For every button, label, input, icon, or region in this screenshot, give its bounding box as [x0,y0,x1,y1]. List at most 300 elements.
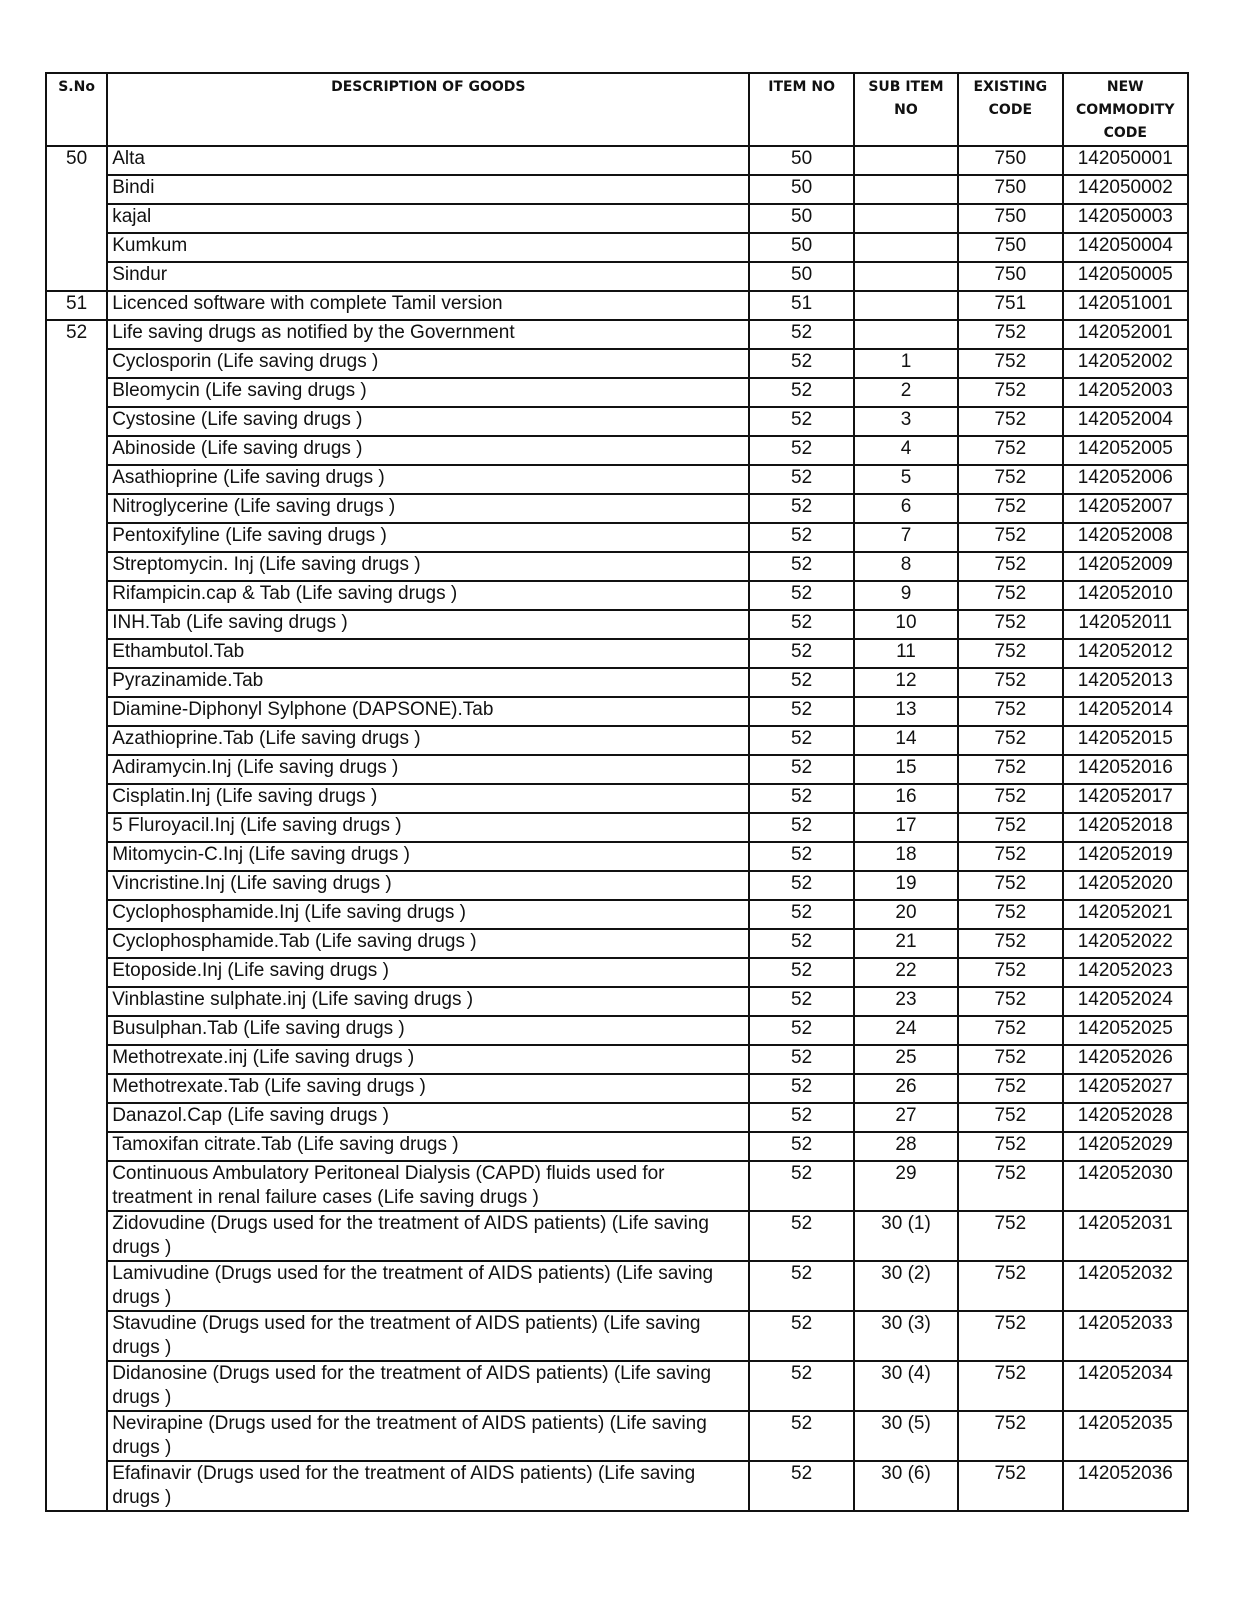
cell-existing-code: 752 [958,320,1062,349]
cell-existing-code: 752 [958,1161,1062,1211]
cell-new-commodity-code: 142052008 [1063,523,1188,552]
cell-sno [46,1261,107,1311]
cell-new-commodity-code: 142052029 [1063,1132,1188,1161]
cell-existing-code: 752 [958,842,1062,871]
cell-sno [46,755,107,784]
cell-new-commodity-code: 142052012 [1063,639,1188,668]
cell-description: Bleomycin (Life saving drugs ) [107,378,749,407]
cell-sub-item-no: 27 [854,1103,958,1132]
cell-item-no: 52 [749,1045,853,1074]
cell-description: Efafinavir (Drugs used for the treatment of AIDS patients) (Life saving drugs ) [107,1461,749,1511]
cell-new-commodity-code: 142052017 [1063,784,1188,813]
cell-existing-code: 752 [958,1361,1062,1411]
cell-sub-item-no: 16 [854,784,958,813]
cell-new-commodity-code: 142052028 [1063,1103,1188,1132]
cell-sub-item-no: 30 (3) [854,1311,958,1361]
cell-sub-item-no [854,146,958,175]
cell-new-commodity-code: 142052018 [1063,813,1188,842]
cell-sno [46,349,107,378]
cell-sno [46,958,107,987]
table-row [46,726,1188,755]
cell-sno [46,697,107,726]
cell-existing-code: 752 [958,523,1062,552]
cell-item-no: 50 [749,262,853,291]
cell-sno [46,1045,107,1074]
cell-description: Cyclosporin (Life saving drugs ) [107,349,749,378]
table-row [46,320,1188,349]
cell-existing-code: 752 [958,784,1062,813]
cell-new-commodity-code: 142052027 [1063,1074,1188,1103]
table-row [46,1016,1188,1045]
cell-new-commodity-code: 142052031 [1063,1211,1188,1261]
cell-sno [46,1074,107,1103]
cell-existing-code: 751 [958,291,1062,320]
cell-sub-item-no: 2 [854,378,958,407]
table-row [46,958,1188,987]
cell-existing-code: 752 [958,871,1062,900]
cell-description: Bindi [107,175,749,204]
cell-existing-code: 752 [958,987,1062,1016]
cell-sno [46,842,107,871]
cell-item-no: 52 [749,813,853,842]
cell-item-no: 51 [749,291,853,320]
cell-existing-code: 750 [958,146,1062,175]
cell-description: Alta [107,146,749,175]
cell-sno [46,465,107,494]
table-row [46,1045,1188,1074]
cell-item-no: 52 [749,726,853,755]
table-header [46,73,1188,146]
cell-item-no: 52 [749,871,853,900]
cell-existing-code: 750 [958,175,1062,204]
cell-sub-item-no: 15 [854,755,958,784]
cell-sno [46,871,107,900]
table-row [46,552,1188,581]
cell-item-no: 52 [749,552,853,581]
cell-sno [46,1311,107,1361]
cell-sno [46,1103,107,1132]
cell-new-commodity-code: 142050002 [1063,175,1188,204]
cell-sub-item-no: 30 (4) [854,1361,958,1411]
table-row [46,668,1188,697]
cell-description: Didanosine (Drugs used for the treatment of AIDS patients) (Life saving drugs ) [107,1361,749,1411]
header-existing-code: EXISTING CODE [958,73,1062,146]
cell-description: Sindur [107,262,749,291]
cell-description: Methotrexate.Tab (Life saving drugs ) [107,1074,749,1103]
table-row [46,697,1188,726]
cell-sub-item-no: 12 [854,668,958,697]
cell-sno [46,1411,107,1461]
cell-sno [46,1132,107,1161]
cell-existing-code: 752 [958,1411,1062,1461]
cell-new-commodity-code: 142052009 [1063,552,1188,581]
cell-new-commodity-code: 142052035 [1063,1411,1188,1461]
cell-sno: 52 [46,320,107,349]
cell-sub-item-no: 17 [854,813,958,842]
table-row [46,233,1188,262]
cell-new-commodity-code: 142052004 [1063,407,1188,436]
cell-sub-item-no: 28 [854,1132,958,1161]
cell-sub-item-no: 10 [854,610,958,639]
cell-item-no: 52 [749,1461,853,1511]
cell-sub-item-no [854,204,958,233]
cell-sub-item-no: 6 [854,494,958,523]
table-row [46,1311,1188,1361]
cell-sno [46,1161,107,1211]
cell-sub-item-no: 21 [854,929,958,958]
cell-item-no: 52 [749,1311,853,1361]
cell-description: kajal [107,204,749,233]
cell-item-no: 52 [749,1074,853,1103]
commodity-code-table [45,72,1189,1512]
table-row [46,1074,1188,1103]
cell-description: Cystosine (Life saving drugs ) [107,407,749,436]
cell-new-commodity-code: 142052033 [1063,1311,1188,1361]
cell-new-commodity-code: 142052022 [1063,929,1188,958]
cell-sub-item-no: 22 [854,958,958,987]
table-row [46,146,1188,175]
cell-new-commodity-code: 142052005 [1063,436,1188,465]
cell-sno [46,668,107,697]
cell-new-commodity-code: 142052013 [1063,668,1188,697]
cell-sub-item-no: 19 [854,871,958,900]
cell-existing-code: 752 [958,1311,1062,1361]
cell-sub-item-no: 30 (5) [854,1411,958,1461]
cell-sno: 50 [46,146,107,175]
cell-new-commodity-code: 142052021 [1063,900,1188,929]
cell-new-commodity-code: 142050005 [1063,262,1188,291]
cell-existing-code: 752 [958,900,1062,929]
cell-item-no: 50 [749,146,853,175]
cell-sub-item-no [854,262,958,291]
cell-new-commodity-code: 142052002 [1063,349,1188,378]
cell-item-no: 52 [749,697,853,726]
table-row [46,639,1188,668]
cell-new-commodity-code: 142050004 [1063,233,1188,262]
cell-item-no: 52 [749,784,853,813]
cell-existing-code: 752 [958,958,1062,987]
cell-sno [46,929,107,958]
cell-sub-item-no: 7 [854,523,958,552]
cell-sub-item-no: 30 (1) [854,1211,958,1261]
cell-existing-code: 752 [958,1461,1062,1511]
cell-sno [46,204,107,233]
cell-description: Methotrexate.inj (Life saving drugs ) [107,1045,749,1074]
table-row [46,581,1188,610]
cell-new-commodity-code: 142052023 [1063,958,1188,987]
cell-existing-code: 752 [958,813,1062,842]
cell-description: 5 Fluroyacil.Inj (Life saving drugs ) [107,813,749,842]
cell-item-no: 52 [749,1161,853,1211]
cell-sno [46,407,107,436]
table-row [46,784,1188,813]
cell-sno [46,900,107,929]
cell-existing-code: 752 [958,639,1062,668]
cell-description: Cyclophosphamide.Inj (Life saving drugs ) [107,900,749,929]
cell-sub-item-no: 14 [854,726,958,755]
table-row [46,610,1188,639]
cell-item-no: 52 [749,1103,853,1132]
cell-sno [46,1461,107,1511]
cell-item-no: 52 [749,900,853,929]
table-row [46,987,1188,1016]
cell-item-no: 52 [749,349,853,378]
cell-sub-item-no: 1 [854,349,958,378]
cell-item-no: 52 [749,320,853,349]
table-row [46,204,1188,233]
cell-sub-item-no [854,233,958,262]
table-row [46,1361,1188,1411]
cell-sno [46,610,107,639]
cell-item-no: 52 [749,1361,853,1411]
cell-new-commodity-code: 142052032 [1063,1261,1188,1311]
cell-sno [46,233,107,262]
cell-description: Ethambutol.Tab [107,639,749,668]
cell-sno: 51 [46,291,107,320]
cell-item-no: 52 [749,958,853,987]
cell-new-commodity-code: 142052006 [1063,465,1188,494]
cell-description: Diamine-Diphonyl Sylphone (DAPSONE).Tab [107,697,749,726]
cell-description: Streptomycin. Inj (Life saving drugs ) [107,552,749,581]
cell-sno [46,378,107,407]
cell-description: Rifampicin.cap & Tab (Life saving drugs ) [107,581,749,610]
cell-sub-item-no: 30 (2) [854,1261,958,1311]
cell-description: Lamivudine (Drugs used for the treatment of AIDS patients) (Life saving drugs ) [107,1261,749,1311]
table-row [46,523,1188,552]
cell-description: Zidovudine (Drugs used for the treatment of AIDS patients) (Life saving drugs ) [107,1211,749,1261]
table-row [46,1261,1188,1311]
cell-existing-code: 752 [958,1045,1062,1074]
cell-sub-item-no [854,291,958,320]
cell-description: Vinblastine sulphate.inj (Life saving drugs ) [107,987,749,1016]
cell-new-commodity-code: 142050003 [1063,204,1188,233]
cell-sub-item-no: 9 [854,581,958,610]
cell-existing-code: 752 [958,1016,1062,1045]
header-item-no: ITEM NO [749,73,853,146]
cell-sno [46,639,107,668]
cell-description: Vincristine.Inj (Life saving drugs ) [107,871,749,900]
cell-description: Nevirapine (Drugs used for the treatment of AIDS patients) (Life saving drugs ) [107,1411,749,1461]
cell-sub-item-no: 3 [854,407,958,436]
cell-sno [46,1211,107,1261]
cell-item-no: 52 [749,610,853,639]
table-row [46,871,1188,900]
table-row [46,378,1188,407]
cell-existing-code: 750 [958,233,1062,262]
cell-description: Mitomycin-C.Inj (Life saving drugs ) [107,842,749,871]
cell-item-no: 52 [749,1211,853,1261]
cell-sub-item-no: 30 (6) [854,1461,958,1511]
cell-sno [46,262,107,291]
table-row [46,349,1188,378]
cell-description: Kumkum [107,233,749,262]
cell-existing-code: 750 [958,262,1062,291]
cell-existing-code: 752 [958,697,1062,726]
cell-sub-item-no: 29 [854,1161,958,1211]
cell-new-commodity-code: 142052024 [1063,987,1188,1016]
cell-item-no: 52 [749,929,853,958]
cell-description: Azathioprine.Tab (Life saving drugs ) [107,726,749,755]
cell-new-commodity-code: 142052030 [1063,1161,1188,1211]
cell-sno [46,1361,107,1411]
cell-sno [46,436,107,465]
cell-new-commodity-code: 142052010 [1063,581,1188,610]
cell-description: Stavudine (Drugs used for the treatment of AIDS patients) (Life saving drugs ) [107,1311,749,1361]
cell-sub-item-no: 4 [854,436,958,465]
cell-item-no: 50 [749,175,853,204]
cell-existing-code: 752 [958,1261,1062,1311]
cell-existing-code: 752 [958,1103,1062,1132]
cell-description: Pentoxifyline (Life saving drugs ) [107,523,749,552]
cell-item-no: 52 [749,639,853,668]
cell-existing-code: 752 [958,494,1062,523]
cell-sno [46,523,107,552]
header-description: DESCRIPTION OF GOODS [107,73,749,146]
cell-description: Busulphan.Tab (Life saving drugs ) [107,1016,749,1045]
cell-sub-item-no: 18 [854,842,958,871]
table-row [46,494,1188,523]
cell-new-commodity-code: 142052016 [1063,755,1188,784]
table-row [46,1103,1188,1132]
table-row [46,436,1188,465]
cell-sno [46,987,107,1016]
cell-new-commodity-code: 142052011 [1063,610,1188,639]
cell-description: Abinoside (Life saving drugs ) [107,436,749,465]
table-body [46,146,1188,1511]
cell-existing-code: 752 [958,1132,1062,1161]
cell-existing-code: 752 [958,668,1062,697]
cell-sno [46,813,107,842]
cell-new-commodity-code: 142052019 [1063,842,1188,871]
cell-description: Cyclophosphamide.Tab (Life saving drugs ) [107,929,749,958]
cell-sno [46,581,107,610]
cell-sub-item-no: 8 [854,552,958,581]
cell-item-no: 52 [749,1411,853,1461]
cell-existing-code: 750 [958,204,1062,233]
cell-item-no: 52 [749,378,853,407]
cell-item-no: 50 [749,204,853,233]
cell-sno [46,175,107,204]
cell-sno [46,726,107,755]
cell-item-no: 52 [749,494,853,523]
table-row [46,1411,1188,1461]
cell-sub-item-no: 13 [854,697,958,726]
table-row [46,465,1188,494]
cell-description: Nitroglycerine (Life saving drugs ) [107,494,749,523]
cell-sub-item-no [854,320,958,349]
cell-sub-item-no: 26 [854,1074,958,1103]
cell-existing-code: 752 [958,1211,1062,1261]
cell-item-no: 52 [749,1016,853,1045]
cell-description: Tamoxifan citrate.Tab (Life saving drugs ) [107,1132,749,1161]
cell-existing-code: 752 [958,726,1062,755]
cell-new-commodity-code: 142052036 [1063,1461,1188,1511]
header-sno: S.No [46,73,107,146]
table-row [46,1211,1188,1261]
cell-sub-item-no: 11 [854,639,958,668]
cell-description: Danazol.Cap (Life saving drugs ) [107,1103,749,1132]
cell-description: Etoposide.Inj (Life saving drugs ) [107,958,749,987]
cell-new-commodity-code: 142052025 [1063,1016,1188,1045]
cell-item-no: 52 [749,523,853,552]
cell-sno [46,494,107,523]
table-row [46,813,1188,842]
cell-item-no: 52 [749,668,853,697]
cell-existing-code: 752 [958,610,1062,639]
cell-item-no: 52 [749,1132,853,1161]
table-row [46,900,1188,929]
cell-description: Continuous Ambulatory Peritoneal Dialysis (CAPD) fluids used for treatment in renal failure cases (Life saving drugs ) [107,1161,749,1211]
cell-new-commodity-code: 142052020 [1063,871,1188,900]
cell-description: Adiramycin.Inj (Life saving drugs ) [107,755,749,784]
cell-item-no: 52 [749,987,853,1016]
cell-sub-item-no: 20 [854,900,958,929]
cell-new-commodity-code: 142050001 [1063,146,1188,175]
table-row [46,175,1188,204]
cell-existing-code: 752 [958,1074,1062,1103]
table-row [46,291,1188,320]
cell-description: Licenced software with complete Tamil version [107,291,749,320]
cell-new-commodity-code: 142052007 [1063,494,1188,523]
header-new-commodity-code: NEW COMMODITY CODE [1063,73,1188,146]
cell-item-no: 52 [749,755,853,784]
cell-sub-item-no: 24 [854,1016,958,1045]
cell-new-commodity-code: 142052001 [1063,320,1188,349]
table-row [46,1132,1188,1161]
cell-sub-item-no: 25 [854,1045,958,1074]
cell-sub-item-no: 23 [854,987,958,1016]
cell-item-no: 52 [749,842,853,871]
cell-description: Asathioprine (Life saving drugs ) [107,465,749,494]
header-sub-item-no: SUB ITEM NO [854,73,958,146]
cell-existing-code: 752 [958,349,1062,378]
table-row [46,1461,1188,1511]
cell-sno [46,552,107,581]
cell-existing-code: 752 [958,378,1062,407]
cell-existing-code: 752 [958,465,1062,494]
cell-existing-code: 752 [958,929,1062,958]
cell-new-commodity-code: 142051001 [1063,291,1188,320]
cell-existing-code: 752 [958,581,1062,610]
cell-existing-code: 752 [958,552,1062,581]
table-row [46,842,1188,871]
cell-sno [46,784,107,813]
cell-new-commodity-code: 142052003 [1063,378,1188,407]
table-row [46,262,1188,291]
cell-description: Life saving drugs as notified by the Government [107,320,749,349]
cell-existing-code: 752 [958,755,1062,784]
cell-item-no: 52 [749,1261,853,1311]
table-row [46,929,1188,958]
cell-item-no: 52 [749,581,853,610]
table-row [46,407,1188,436]
cell-description: Pyrazinamide.Tab [107,668,749,697]
cell-new-commodity-code: 142052015 [1063,726,1188,755]
cell-new-commodity-code: 142052034 [1063,1361,1188,1411]
header-row [46,73,1188,146]
cell-description: INH.Tab (Life saving drugs ) [107,610,749,639]
cell-item-no: 52 [749,465,853,494]
cell-item-no: 50 [749,233,853,262]
cell-item-no: 52 [749,407,853,436]
cell-sub-item-no [854,175,958,204]
cell-item-no: 52 [749,436,853,465]
cell-new-commodity-code: 142052014 [1063,697,1188,726]
cell-sno [46,1016,107,1045]
cell-new-commodity-code: 142052026 [1063,1045,1188,1074]
table-row [46,755,1188,784]
table-row [46,1161,1188,1211]
